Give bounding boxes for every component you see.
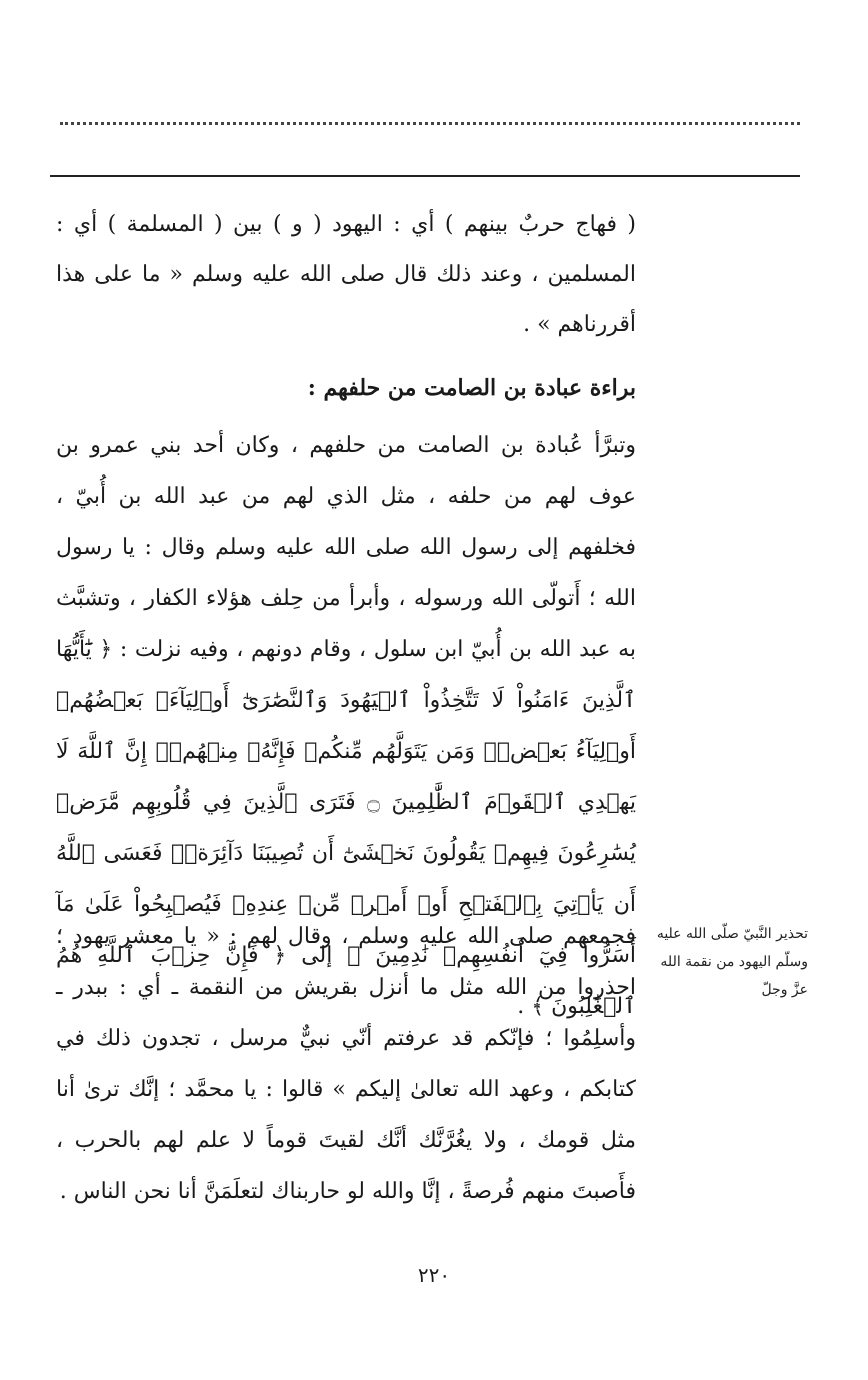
paragraph-abada-text: وتبرَّأ عُبادة بن الصامت من حلفهم ، وكان أحد بني عمرو بن عوف لهم من حلفه ، مثل الذي لهم من عبد الله بن أُبيّ ، فخلفهم إلى رسول الله صلى الله عليه وسلم وقال : يا رسول الله ؛ أَتولّى الله ورسوله ، وأبرأ من حِلف هؤلاء الكفار ، وتشبَّث به عبد الله بن أُبيّ ابن سلول ، وقام دونهم ، وفيه نزلت : — [56, 433, 636, 662]
paragraph-warning-text: فجمعهم صلى الله عليه وسلم ، وقال لهم : « يا معشر يهود ؛ احذروا من الله مثل ما أنزل بقريش من النقمة ـ أي : ببدر ـ وأسلِمُوا ؛ فإنّكم قد عرفتم أنّي نبيٌّ مرسل ، تجدون ذلك في كتابكم ، وعهد الله تعالىٰ إليكم » قالوا : يا محمَّد ؛ إنَّك ترىٰ أنا مثل قومك ، ولا يغُرَّنَّك أنَّك لقيتَ قوماً لا علم لهم بالحرب ، فأَصبتَ منهم فُرصةً ، إنَّا والله لو حاربناك لتعلَمَنَّ أنا نحن الناس . — [56, 924, 636, 1204]
paragraph-intro-text: ( فهاج حربٌ بينهم ) أي : اليهود ( و ) بين ( المسلمة ) أي : المسلمين ، وعند ذلك قال صلى الله عليه وسلم « ما على هذا أقررناهم » . — [56, 212, 636, 337]
page-number: ٢٢٠ — [417, 1263, 451, 1287]
quran-verse-end: ﴿ فَإِنَّ حِزۡبَ ٱللَّهِ هُمُ ٱلۡغَٰلِبُونَ ﴾ — [56, 943, 636, 1019]
paragraph-intro — [56, 200, 636, 350]
quran-verse: ﴿ يَٰٓأَيُّهَا ٱلَّذِينَ ءَامَنُواْ لَا تَتَّخِذُواْ ٱلۡيَهُودَ وَٱلنَّصَٰرَىٰٓ أَوۡلِيَآءَۘ بَعۡضُهُمۡ أَوۡلِيَآءُ بَعۡضٖۚ وَمَن يَتَوَلَّهُم مِّنكُمۡ فَإِنَّهُۥ مِنۡهُمۡۗ إِنَّ ٱللَّهَ لَا يَهۡدِي ٱلۡقَوۡمَ ٱلظَّٰلِمِينَ ۝ فَتَرَى ٱلَّذِينَ فِي قُلُوبِهِم مَّرَضٞ يُسَٰرِعُونَ فِيهِمۡ يَقُولُونَ نَخۡشَىٰٓ أَن تُصِيبَنَا دَآئِرَةٞۚ فَعَسَى ٱللَّهُ أَن يَأۡتِيَ بِٱلۡفَتۡحِ أَوۡ أَمۡرٖ مِّنۡ عِندِهِۦ فَيُصۡبِحُواْ عَلَىٰ مَآ أَسَرُّواْ فِيٓ أَنفُسِهِمۡ نَٰدِمِينَ ﴾ — [56, 637, 636, 968]
paragraph-end-mark: . — [517, 994, 525, 1019]
margin-note: تحذير النَّبيّ صلّى الله عليه وسلّم اليهود من نقمة الله عزَّ وجلّ — [656, 926, 808, 998]
section-heading: براءة عبادة بن الصامت من حلفهم : — [307, 375, 636, 401]
paragraph-warning — [56, 911, 636, 1217]
dotted-separator — [60, 122, 800, 125]
header-rule — [50, 175, 800, 177]
verse-connector: إلى — [301, 943, 333, 968]
